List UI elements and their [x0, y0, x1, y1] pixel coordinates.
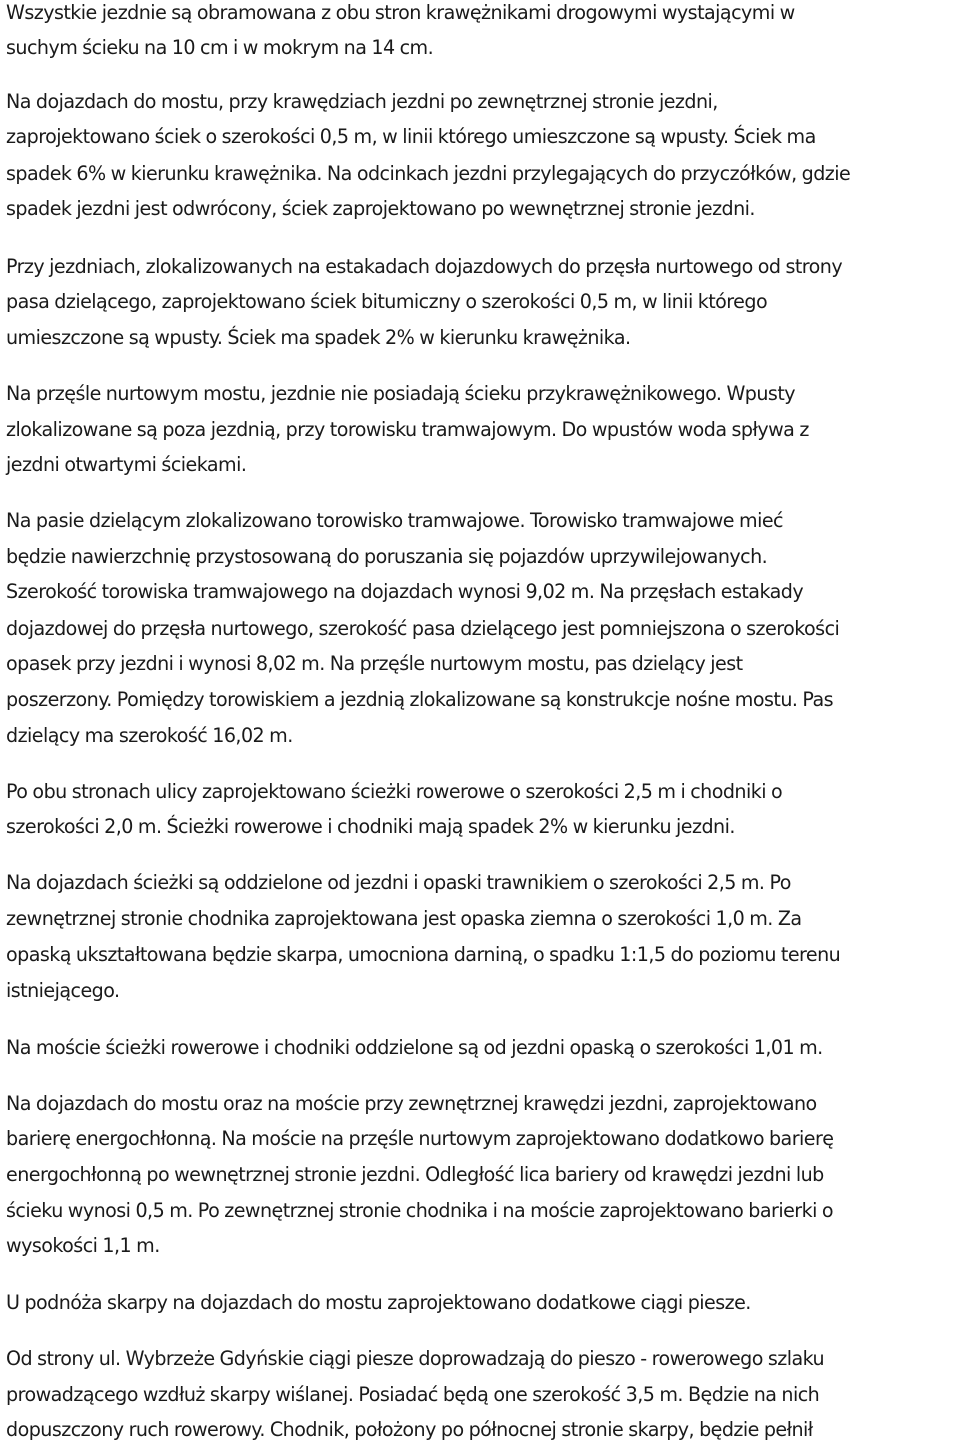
text-line: opasek przy jezdni i wynosi 8,02 m. Na przęśle nurtowym mostu, pas dzielący jest — [6, 652, 743, 675]
text-line: Szerokość torowiska tramwajowego na dojazdach wynosi 9,02 m. Na przęsłach estakady — [6, 580, 804, 603]
text-line: wysokości 1,1 m. — [6, 1234, 160, 1257]
text-line: pasa dzielącego, zaprojektowano ściek bitumiczny o szerokości 0,5 m, w linii którego — [6, 290, 768, 313]
text-line: Przy jezdniach, zlokalizowanych na estakadach dojazdowych do przęsła nurtowego od strony — [6, 255, 843, 278]
text-line: dojazdowej do przęsła nurtowego, szerokość pasa dzielącego jest pomniejszona o szerokości — [6, 617, 840, 640]
text-line: Na dojazdach ścieżki są oddzielone od jezdni i opaski trawnikiem o szerokości 2,5 m. Po — [6, 871, 791, 894]
text-line: Na pasie dzielącym zlokalizowano torowisko tramwajowe. Torowisko tramwajowe mieć — [6, 509, 783, 532]
text-line: szerokości 2,0 m. Ścieżki rowerowe i chodniki mają spadek 2% w kierunku jezdni. — [6, 815, 735, 838]
text-line: umieszczone są wpusty. Ściek ma spadek 2% w kierunku krawężnika. — [6, 326, 631, 349]
text-line: U podnóża skarpy na dojazdach do mostu zaprojektowano dodatkowe ciągi piesze. — [6, 1291, 751, 1314]
text-line: Na dojazdach do mostu, przy krawędziach jezdni po zewnętrznej stronie jezdni, — [6, 90, 718, 113]
text-line: spadek 6% w kierunku krawężnika. Na odcinkach jezdni przylegających do przyczółków, gdzie — [6, 162, 851, 185]
text-line: Wszystkie jezdnie są obramowana z obu stron krawężnikami drogowymi wystającymi w — [6, 1, 795, 24]
text-line: będzie nawierzchnię przystosowaną do poruszania się pojazdów uprzywilejowanych. — [6, 545, 768, 568]
text-line: barierę energochłonną. Na moście na przęśle nurtowym zaprojektowano dodatkowo barierę — [6, 1127, 834, 1150]
text-line: spadek jezdni jest odwrócony, ściek zaprojektowano po wewnętrznej stronie jezdni. — [6, 197, 755, 220]
text-line: dopuszczony ruch rowerowy. Chodnik, położony po północnej stronie skarpy, będzie pełnił — [6, 1418, 813, 1441]
text-line: opaską ukształtowana będzie skarpa, umocniona darniną, o spadku 1:1,5 do poziomu terenu — [6, 943, 841, 966]
text-line: Na dojazdach do mostu oraz na moście przy zewnętrznej krawędzi jezdni, zaprojektowano — [6, 1092, 817, 1115]
text-line: suchym ścieku na 10 cm i w mokrym na 14 cm. — [6, 36, 434, 59]
text-line: zlokalizowane są poza jezdnią, przy torowisku tramwajowym. Do wpustów woda spływa z — [6, 418, 809, 441]
text-line: energochłonną po wewnętrznej stronie jezdni. Odległość lica bariery od krawędzi jezdni lub — [6, 1163, 824, 1186]
text-line: jezdni otwartymi ściekami. — [6, 453, 247, 476]
text-line: istniejącego. — [6, 979, 120, 1002]
text-line: prowadzącego wzdłuż skarpy wiślanej. Posiadać będą one szerokość 3,5 m. Będzie na nich — [6, 1383, 820, 1406]
text-line: zewnętrznej stronie chodnika zaprojektowana jest opaska ziemna o szerokości 1,0 m. Za — [6, 907, 802, 930]
text-line: ścieku wynosi 0,5 m. Po zewnętrznej stronie chodnika i na moście zaprojektowano barierki o — [6, 1199, 833, 1222]
text-line: Po obu stronach ulicy zaprojektowano ścieżki rowerowe o szerokości 2,5 m i chodniki o — [6, 780, 783, 803]
text-line: Od strony ul. Wybrzeże Gdyńskie ciągi piesze doprowadzają do pieszo - rowerowego szlaku — [6, 1347, 825, 1370]
text-line: poszerzony. Pomiędzy torowiskiem a jezdnią zlokalizowane są konstrukcje nośne mostu. Pas — [6, 688, 834, 711]
text-line: Na moście ścieżki rowerowe i chodniki oddzielone są od jezdni opaską o szerokości 1,01 m. — [6, 1036, 823, 1059]
text-line: dzielący ma szerokość 16,02 m. — [6, 724, 293, 747]
text-line: zaprojektowano ściek o szerokości 0,5 m, w linii którego umieszczone są wpusty. Ściek ma — [6, 125, 816, 148]
text-line: Na przęśle nurtowym mostu, jezdnie nie posiadają ścieku przykrawężnikowego. Wpusty — [6, 382, 796, 405]
